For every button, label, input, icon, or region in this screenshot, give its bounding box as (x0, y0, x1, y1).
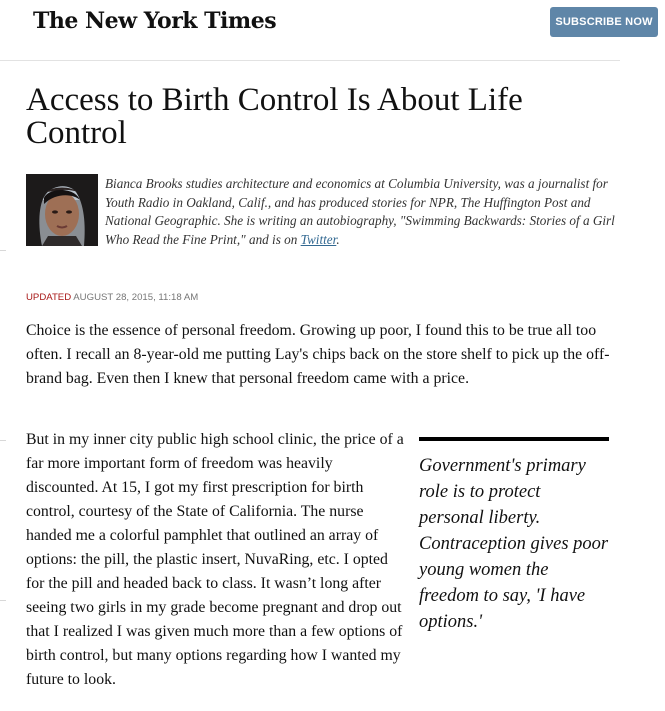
left-edge-mark (0, 440, 6, 441)
author-photo (26, 174, 98, 246)
masthead (0, 0, 665, 52)
author-bio-text: Bianca Brooks studies architecture and economics at Columbia University, was a journalist for Youth Radio in Oakland, Calif., and has produced stories for NPR, The Huffington Post and National Geographic. She is writing an autobiography, "Swimming Backwards: Stories of a Girl Who Read the Fine Print," and is on (105, 176, 615, 247)
timestamp-date: AUGUST 28, 2015, 11:18 AM (73, 292, 199, 303)
nyt-logo[interactable]: The New York Times (33, 8, 277, 34)
masthead-divider (0, 60, 620, 61)
author-bio (105, 175, 615, 249)
pullquote-text: Government's primary role is to protect personal liberty. Contraception gives poor young women the freedom to say, 'I have options.' (419, 456, 609, 632)
article-paragraph: But in my inner city public high school clinic, the price of a far more important form of freedom was heavily discounted. At 15, I got my first prescription for birth control, courtesy of the State of California. The nurse handed me a colorful pamphlet that outlined an array of options: the pill, the plastic insert, NuvaRing, etc. I opted for the pill and headed back to class. It wasn’t long after seeing two girls in my grade become pregnant and drop out that I realized I was given much more than a few options of birth control, but many options regarding how I wanted my future to look. (26, 431, 404, 688)
twitter-link[interactable]: Twitter (300, 231, 337, 247)
updated-label: UPDATED (26, 292, 72, 303)
article-paragraph: Choice is the essence of personal freedom. Growing up poor, I found this to be true all too often. I recall an 8-year-old me putting Lay's chips back on the store shelf to pick up the off-brand bag. Even then I knew that personal freedom came with a price. (26, 322, 610, 387)
left-edge-mark (0, 250, 6, 251)
left-edge-mark (0, 600, 6, 601)
article-headline: Access to Birth Control Is About Life Control (26, 82, 523, 151)
author-portrait-image (26, 174, 98, 246)
author-bio-end: . (336, 231, 340, 247)
timestamp (26, 292, 198, 303)
subscribe-button[interactable]: SUBSCRIBE NOW (550, 7, 658, 37)
pullquote (419, 437, 609, 635)
